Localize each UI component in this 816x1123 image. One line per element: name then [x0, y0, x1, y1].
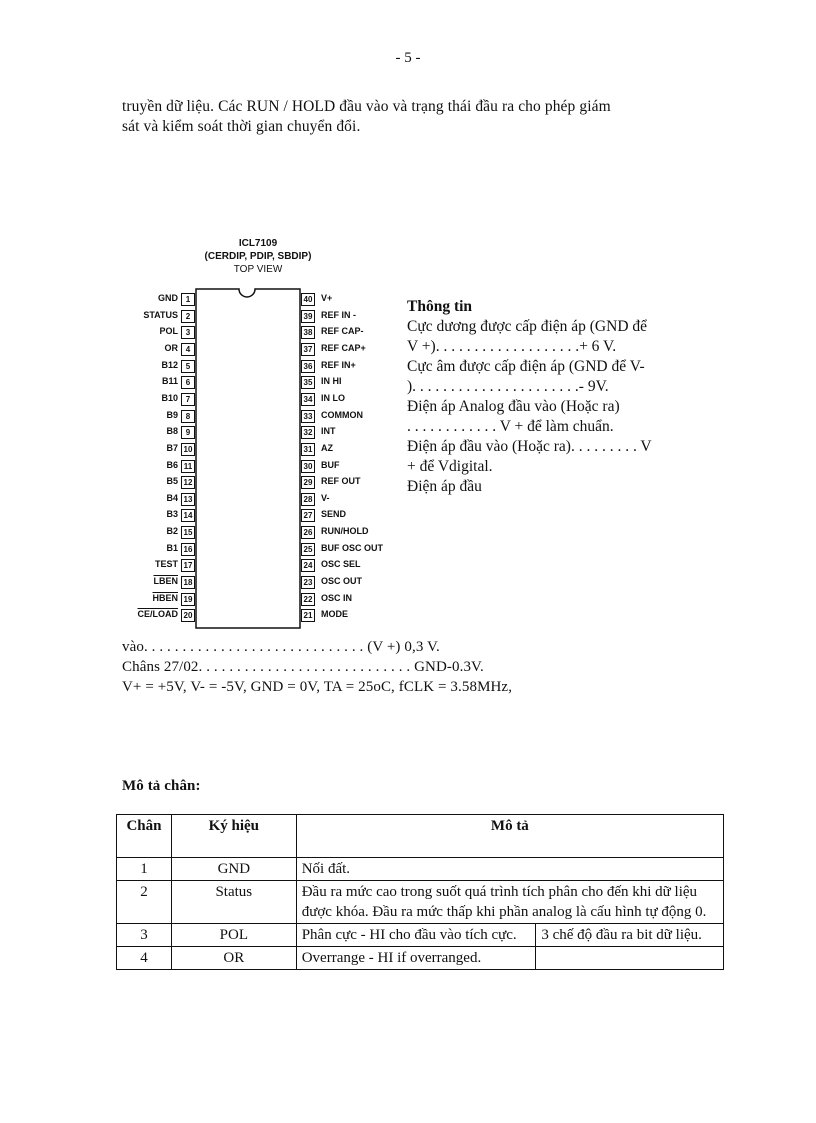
pin-number: 40	[301, 293, 315, 306]
info-heading: Thông tin	[407, 298, 473, 315]
intro-line-2: sát và kiểm soát thời gian chuyển đổi.	[122, 118, 361, 135]
pin-label: STATUS	[143, 309, 178, 320]
pin-number: 33	[301, 410, 315, 423]
pin-label: V+	[321, 293, 333, 303]
pin-label: B10	[161, 392, 178, 403]
pin-number: 2	[181, 310, 195, 323]
pin-description-table	[116, 814, 724, 970]
pin-number: 34	[301, 393, 315, 406]
pin-label: INT	[321, 426, 336, 437]
intro-line-1: truyền dữ liệu. Các RUN / HOLD đầu vào và trạng thái đầu ra cho phép giám	[122, 98, 611, 115]
cell-description: Nối đất.	[296, 858, 723, 881]
pin-number: 13	[181, 493, 195, 506]
pin-label: OSC SEL	[321, 559, 361, 570]
pin-number: 29	[301, 476, 315, 489]
cell-symbol: GND	[171, 858, 296, 881]
header-symbol: Ký hiệu	[171, 815, 296, 858]
pin-label: B7	[166, 442, 178, 453]
pin-label: B3	[166, 509, 178, 520]
pin-label: B12	[161, 359, 178, 370]
pin-label: OSC OUT	[321, 576, 363, 587]
cell-description: Overrange - HI if overranged.	[296, 947, 536, 970]
pin-number: 32	[301, 426, 315, 439]
pin-label: TEST	[154, 559, 178, 570]
pin-number: 9	[181, 426, 195, 439]
info-line: . . . . . . . . . . . . V + để làm chuẩn.	[407, 418, 614, 435]
pin-label: IN HI	[321, 376, 342, 387]
pin-number: 8	[181, 410, 195, 423]
info-line: ). . . . . . . . . . . . . . . . . . . . . .- 9V.	[407, 378, 609, 395]
cell-pin: 1	[117, 858, 172, 881]
pin-label: MODE	[321, 609, 348, 620]
pin-label: B8	[166, 426, 178, 437]
table-row	[117, 881, 724, 924]
table-row	[117, 858, 724, 881]
pin-label: B1	[166, 542, 178, 553]
table-row	[117, 924, 724, 947]
info-line: V +). . . . . . . . . . . . . . . . . . .+ 6 V.	[407, 338, 617, 355]
pin-number: 28	[301, 493, 315, 506]
chip-view: TOP VIEW	[233, 264, 283, 275]
pin-label: AZ	[321, 442, 333, 453]
table-row	[117, 947, 724, 970]
pin-number: 27	[301, 509, 315, 522]
pin-label: LBEN	[153, 576, 178, 587]
pin-number: 4	[181, 343, 195, 356]
pin-description-heading: Mô tả chân:	[122, 778, 201, 794]
pin-label: B6	[166, 459, 178, 470]
info-line: Cực dương được cấp điện áp (GND để	[407, 318, 648, 335]
pin-number: 11	[181, 460, 195, 473]
chip-body	[195, 288, 301, 630]
info-line: + để Vdigital.	[407, 458, 493, 475]
cell-symbol: POL	[171, 924, 296, 947]
info-line: Điện áp đầu	[407, 478, 482, 495]
pin-number: 16	[181, 543, 195, 556]
cell-description-extra	[536, 947, 724, 970]
pin-number: 26	[301, 526, 315, 539]
pin-number: 31	[301, 443, 315, 456]
pin-number: 19	[181, 593, 195, 606]
info-line: Điện áp đầu vào (Hoặc ra). . . . . . . . . V	[407, 438, 652, 455]
pin-label: BUF	[321, 459, 340, 470]
chip-name: ICL7109	[238, 238, 278, 249]
pin-label: B11	[161, 376, 178, 387]
spec-line: Châns 27/02. . . . . . . . . . . . . . . . . . . . . . . . . . . . GND-0.3V.	[122, 659, 484, 675]
pin-number: 23	[301, 576, 315, 589]
pin-number: 17	[181, 559, 195, 572]
pin-number: 5	[181, 360, 195, 373]
cell-pin: 4	[117, 947, 172, 970]
pin-number: 14	[181, 509, 195, 522]
pin-number: 21	[301, 609, 315, 622]
pin-number: 12	[181, 476, 195, 489]
header-description: Mô tả	[296, 815, 723, 858]
pin-number: 39	[301, 310, 315, 323]
pin-label: V-	[321, 492, 330, 503]
pin-label: CE/LOAD	[137, 609, 178, 620]
pin-number: 24	[301, 559, 315, 572]
pin-number: 30	[301, 460, 315, 473]
pin-number: 35	[301, 376, 315, 389]
pin-number: 15	[181, 526, 195, 539]
pin-number: 20	[181, 609, 195, 622]
page-number: - 5 -	[395, 50, 421, 66]
pin-label: REF CAP-	[321, 326, 364, 337]
spec-line: vào. . . . . . . . . . . . . . . . . . . . . . . . . . . . . (V +) 0,3 V.	[122, 639, 440, 655]
pin-label: SEND	[321, 509, 347, 520]
pin-label: OSC IN	[321, 592, 353, 603]
cell-symbol: Status	[171, 881, 296, 924]
pin-label: OR	[164, 342, 178, 353]
pin-number: 37	[301, 343, 315, 356]
cell-description: Phân cực - HI cho đầu vào tích cực.	[296, 924, 536, 947]
pin-label: B4	[166, 492, 178, 503]
cell-description: Đầu ra mức cao trong suốt quá trình tích phân cho đến khi dữ liệu được khóa. Đầu ra mức thấp khi phần analog là cấu hình tự động 0.	[296, 881, 723, 924]
cell-symbol: OR	[171, 947, 296, 970]
pin-label: B5	[166, 476, 178, 487]
pin-label: POL	[159, 326, 178, 337]
pin-label: BUF OSC OUT	[321, 542, 383, 553]
spec-line: V+ = +5V, V- = -5V, GND = 0V, TA = 25oC, fCLK = 3.58MHz,	[122, 679, 513, 695]
pin-number: 6	[181, 376, 195, 389]
table-header-row	[117, 815, 724, 858]
pin-number: 22	[301, 593, 315, 606]
info-line: Cực âm được cấp điện áp (GND để V-	[407, 358, 645, 375]
pin-number: 36	[301, 360, 315, 373]
pin-label: B2	[166, 526, 178, 537]
cell-pin: 3	[117, 924, 172, 947]
pin-number: 25	[301, 543, 315, 556]
header-pin: Chân	[117, 815, 172, 858]
pin-label: IN LO	[321, 392, 345, 403]
pin-number: 10	[181, 443, 195, 456]
pin-number: 18	[181, 576, 195, 589]
pin-number: 1	[181, 293, 195, 306]
info-line: Điện áp Analog đầu vào (Hoặc ra)	[407, 398, 620, 415]
pin-number: 38	[301, 326, 315, 339]
pin-label: B9	[166, 409, 178, 420]
pin-label: RUN/HOLD	[321, 526, 369, 537]
cell-pin: 2	[117, 881, 172, 924]
pin-label: REF OUT	[321, 476, 361, 487]
pin-label: REF IN -	[321, 309, 356, 320]
pin-number: 7	[181, 393, 195, 406]
pin-label: HBEN	[152, 592, 178, 603]
cell-description-extra: 3 chế độ đầu ra bit dữ liệu.	[536, 924, 724, 947]
pin-label: REF IN+	[321, 359, 356, 370]
chip-packages: (CERDIP, PDIP, SBDIP)	[204, 251, 312, 262]
pin-label: REF CAP+	[321, 342, 366, 353]
pin-label: GND	[158, 293, 178, 303]
pin-label: COMMON	[321, 409, 363, 420]
pin-number: 3	[181, 326, 195, 339]
